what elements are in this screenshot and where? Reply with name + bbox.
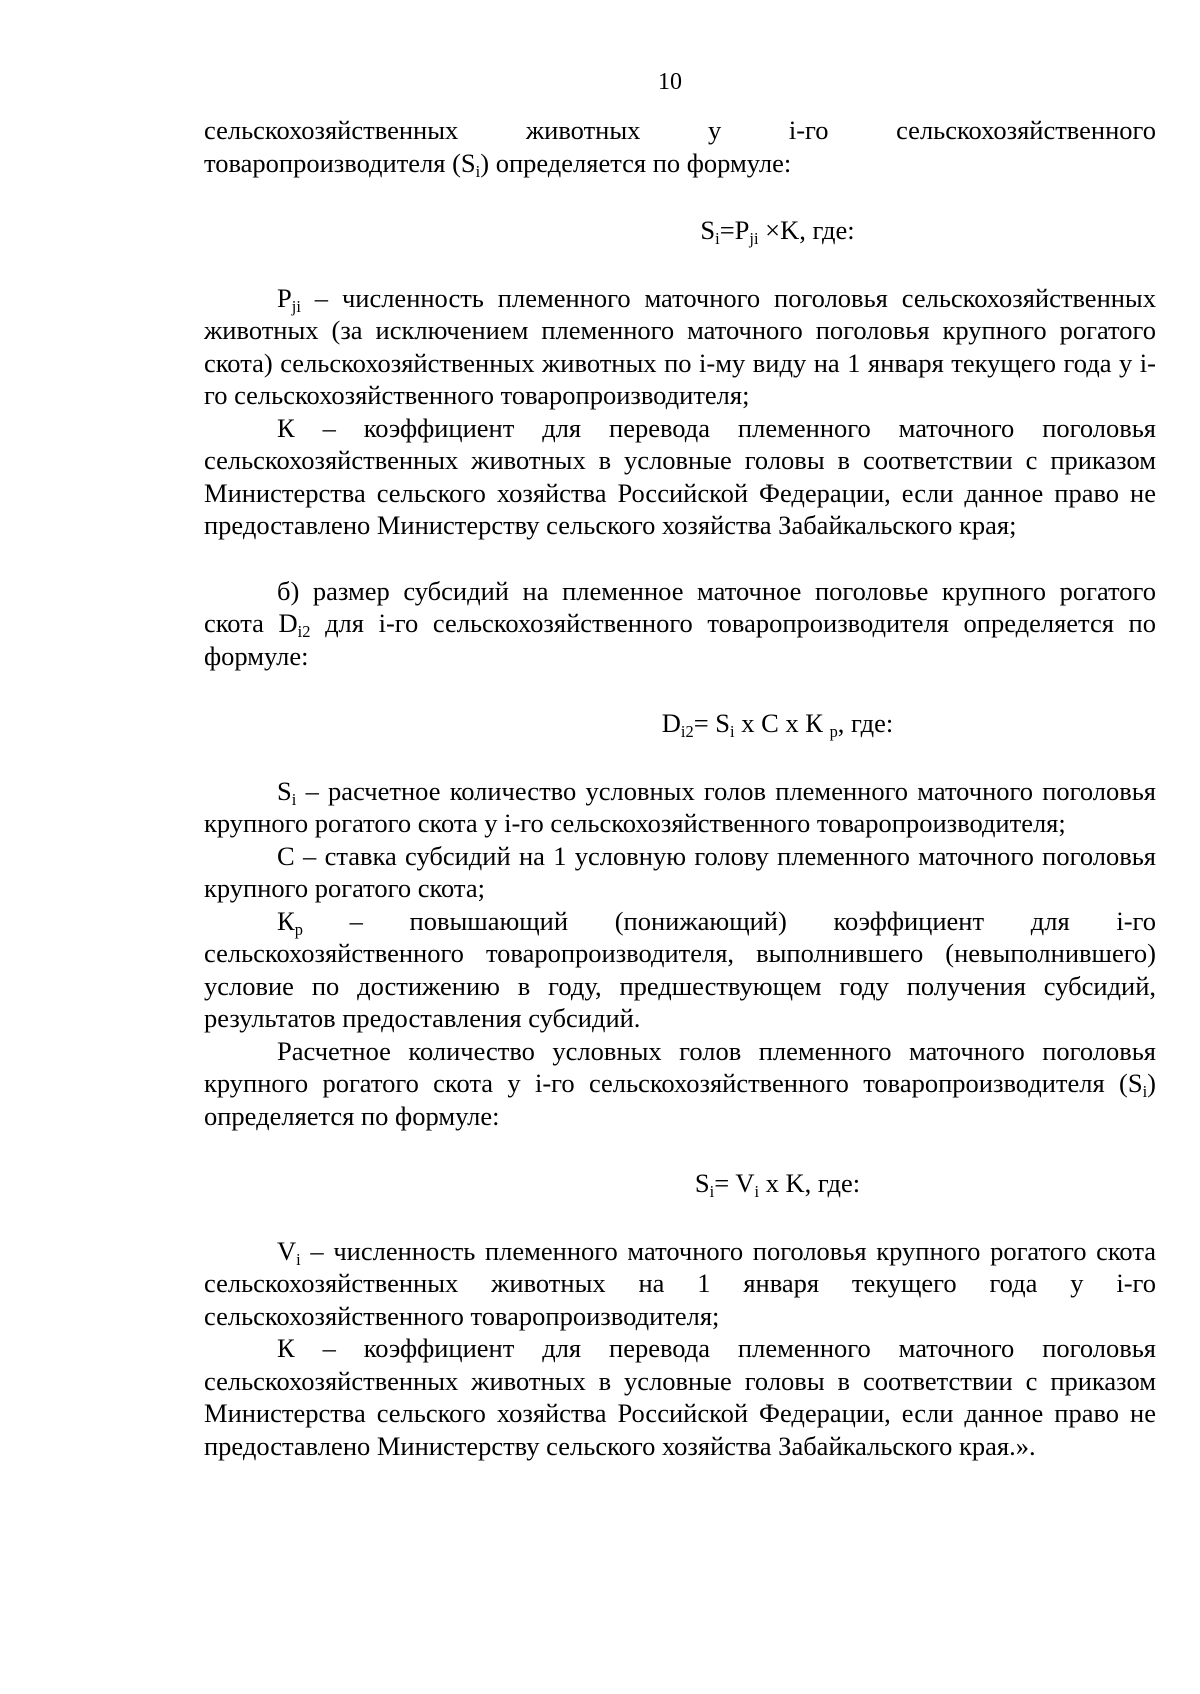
- text-run: S: [700, 215, 716, 245]
- text-run: – численность племенного маточного поголовья крупного рогатого скота сельскохозяйственных животных на 1 января текущего года у i-го сельскохозяйственного товаропроизводителя;: [204, 1235, 1156, 1331]
- subscript-text: р: [294, 919, 303, 939]
- text-run: К: [277, 905, 295, 936]
- formula-spacer: [204, 672, 1156, 707]
- formula-spacer: [204, 1200, 1156, 1235]
- subscript-text: i2: [297, 621, 311, 641]
- text-run: б) размер субсидий на племенное маточное поголовье крупного рогатого скота D: [204, 575, 1156, 638]
- subscript-text: i: [715, 228, 720, 248]
- text-run: – расчетное количество условных голов племенного маточного поголовья крупного рогатого скота у i-го сельскохозяйственного товаропроизводителя;: [204, 775, 1156, 838]
- paragraph: [204, 282, 1156, 412]
- text-run: ) определяется по формуле:: [204, 1068, 1156, 1131]
- text-run: для i-го сельскохозяйственного товаропроизводителя определяется по формуле:: [204, 608, 1156, 671]
- subscript-text: i: [730, 721, 735, 741]
- text-run: , где:: [837, 708, 894, 738]
- subscript-text: i: [296, 1249, 301, 1269]
- text-run: =P: [719, 215, 750, 245]
- formula-spacer: [204, 179, 1156, 214]
- text-run: V: [277, 1235, 297, 1266]
- formula-spacer: [204, 1132, 1156, 1167]
- text-run: – повышающий (понижающий) коэффициент для i-го сельскохозяйственного товаропроизводителя, выполнившего (невыполнившего) условие по достижению в году, предшествующем году получения субсидий, результатов предоставления субсидий.: [204, 905, 1156, 1033]
- text-run: D: [661, 708, 681, 738]
- formula-spacer: [204, 247, 1156, 282]
- text-run: сельскохозяйственных животных у i-го сельскохозяйственного товаропроизводителя (S: [204, 115, 1156, 178]
- paragraph: [204, 412, 1156, 542]
- formula: [204, 707, 1156, 740]
- text-run: х K, где:: [759, 1168, 861, 1198]
- subscript-text: ji: [749, 228, 759, 248]
- text-run: – численность племенного маточного поголовья сельскохозяйственных животных (за исключением племенного маточного поголовья крупного рогатого скота) сельскохозяйственных животных по i-му виду на 1 января текущего года у i-го сельскохозяйственного товаропроизводителя;: [204, 282, 1156, 410]
- text-run: К – коэффициент для перевода племенного маточного поголовья сельскохозяйственных животных в условные головы в соответствии с приказом Министерства сельского хозяйства Российской Федерации, если данное право не предоставлено Министерству сельского хозяйства Забайкальского края.».: [204, 1333, 1156, 1461]
- text-run: Расчетное количество условных голов племенного маточного поголовья крупного рогатого скота у i-го сельскохозяйственного товаропроизводителя (S: [204, 1035, 1156, 1098]
- text-run: х С х К: [734, 708, 830, 738]
- formula: [204, 1167, 1156, 1200]
- page-number: 10: [658, 69, 682, 95]
- subscript-text: i: [1142, 1081, 1148, 1101]
- subscript-text: i: [754, 1181, 760, 1201]
- text-run: К – коэффициент для перевода племенного маточного поголовья сельскохозяйственных животных в условные головы в соответствии с приказом Министерства сельского хозяйства Российской Федерации, если данное право не предоставлено Министерству сельского хозяйства Забайкальского края;: [204, 412, 1156, 540]
- text-run: С – ставка субсидий на 1 условную голову племенного маточного поголовья крупного рогатого скота;: [204, 840, 1156, 903]
- subscript-text: i: [709, 1181, 715, 1201]
- subscript-text: i: [475, 161, 481, 181]
- paragraph: [204, 1332, 1156, 1462]
- paragraph: [204, 1035, 1156, 1133]
- text-run: ) определяется по формуле:: [480, 147, 792, 178]
- formula: [204, 214, 1156, 247]
- paragraph: [204, 114, 1156, 179]
- text-run: S: [694, 1168, 710, 1198]
- text-run: = V: [714, 1168, 755, 1198]
- paragraph: [204, 575, 1156, 673]
- subscript-text: i: [291, 789, 297, 809]
- paragraph: [204, 775, 1156, 840]
- text-run: = S: [693, 708, 731, 738]
- subscript-text: р: [829, 721, 838, 741]
- paragraph: [204, 905, 1156, 1035]
- document-body: [204, 114, 1156, 1462]
- subscript-text: i2: [680, 721, 694, 741]
- text-run: ×K, где:: [758, 215, 855, 245]
- formula-spacer: [204, 740, 1156, 775]
- subscript-text: ji: [291, 296, 301, 316]
- paragraph: [204, 1235, 1156, 1333]
- text-run: S: [277, 775, 292, 806]
- paragraph: [204, 840, 1156, 905]
- text-run: P: [277, 282, 292, 313]
- paragraph-spacer: [204, 542, 1156, 575]
